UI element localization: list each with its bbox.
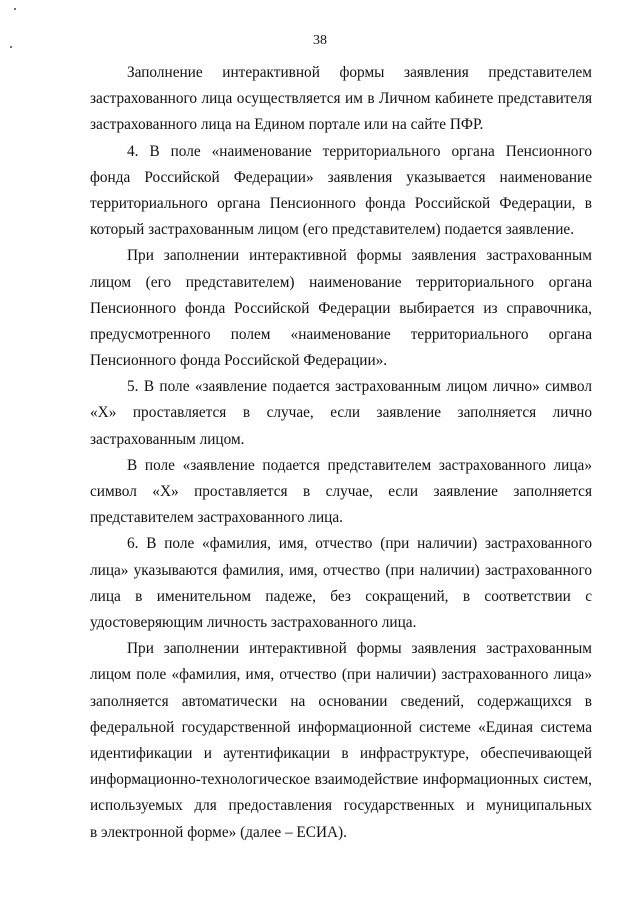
paragraph-line: в электронной форме» (далее – ЕСИА). bbox=[90, 823, 347, 841]
scan-speck bbox=[14, 8, 16, 10]
paragraph-line: лица» указываются фамилия, имя, отчество (при наличии) застрахованного bbox=[90, 561, 592, 579]
scan-speck bbox=[10, 46, 12, 48]
paragraph-line: 4. В поле «наименование территориального органа Пенсионного bbox=[127, 142, 592, 160]
paragraph-line: информационно-технологическое взаимодействие информационных систем, bbox=[90, 771, 592, 789]
paragraph bbox=[90, 531, 592, 636]
paragraph-line: В поле «заявление подается представителем застрахованного лица» bbox=[127, 456, 592, 474]
paragraph-line: который застрахованным лицом (его представителем) подается заявление. bbox=[90, 221, 575, 239]
paragraph bbox=[90, 243, 592, 374]
paragraph-line: застрахованного лица осуществляется им в Личном кабинете представителя bbox=[90, 90, 592, 108]
paragraph-line: территориального органа Пенсионного фонда Российской Федерации, в bbox=[90, 194, 592, 212]
paragraph-line: федеральной государственной информационной системе «Единая система bbox=[90, 718, 592, 736]
paragraph-line: Пенсионного фонда Российской Федерации». bbox=[90, 352, 388, 370]
paragraph bbox=[90, 139, 592, 244]
paragraph-line: «Х» проставляется в случае, если заявление заполняется лично bbox=[90, 404, 592, 422]
paragraph bbox=[90, 60, 592, 139]
paragraph-line: 5. В поле «заявление подается застрахованным лицом лично» символ bbox=[127, 378, 592, 396]
paragraph-line: идентификации и аутентификации в инфраструктуре, обеспечивающей bbox=[90, 744, 592, 762]
paragraph-line: застрахованным лицом. bbox=[90, 430, 245, 448]
paragraph-line: используемых для предоставления государственных и муниципальных bbox=[90, 797, 592, 815]
paragraph-line: При заполнении интерактивной формы заявления застрахованным bbox=[127, 640, 592, 658]
paragraph-line: 6. В поле «фамилия, имя, отчество (при наличии) застрахованного bbox=[127, 535, 592, 553]
paragraph-line: удостоверяющим личность застрахованного лица. bbox=[90, 614, 417, 632]
paragraph bbox=[90, 374, 592, 453]
paragraph-line: лицом (его представителем) наименование территориального органа bbox=[90, 273, 592, 291]
paragraph bbox=[90, 453, 592, 532]
paragraph-line: При заполнении интерактивной формы заявления застрахованным bbox=[127, 247, 592, 265]
paragraph-line: представителем застрахованного лица. bbox=[90, 509, 343, 527]
paragraph-line: фонда Российской Федерации» заявления указывается наименование bbox=[90, 168, 592, 186]
document-body bbox=[90, 60, 592, 846]
page-number: 38 bbox=[313, 33, 327, 48]
paragraph bbox=[90, 636, 592, 846]
paragraph-line: лица в именительном падеже, без сокращений, в соответствии с bbox=[90, 587, 592, 605]
paragraph-line: предусмотренного полем «наименование территориального органа bbox=[90, 325, 592, 343]
paragraph-line: заполняется автоматически на основании сведений, содержащихся в bbox=[90, 692, 592, 710]
paragraph-line: Заполнение интерактивной формы заявления представителем bbox=[127, 64, 592, 81]
paragraph-line: Пенсионного фонда Российской Федерации выбирается из справочника, bbox=[90, 299, 592, 317]
paragraph-line: застрахованного лица на Едином портале или на сайте ПФР. bbox=[90, 116, 484, 134]
paragraph-line: лицом поле «фамилия, имя, отчество (при наличии) застрахованного лица» bbox=[90, 666, 592, 684]
paragraph-line: символ «Х» проставляется в случае, если заявление заполняется bbox=[90, 483, 592, 501]
